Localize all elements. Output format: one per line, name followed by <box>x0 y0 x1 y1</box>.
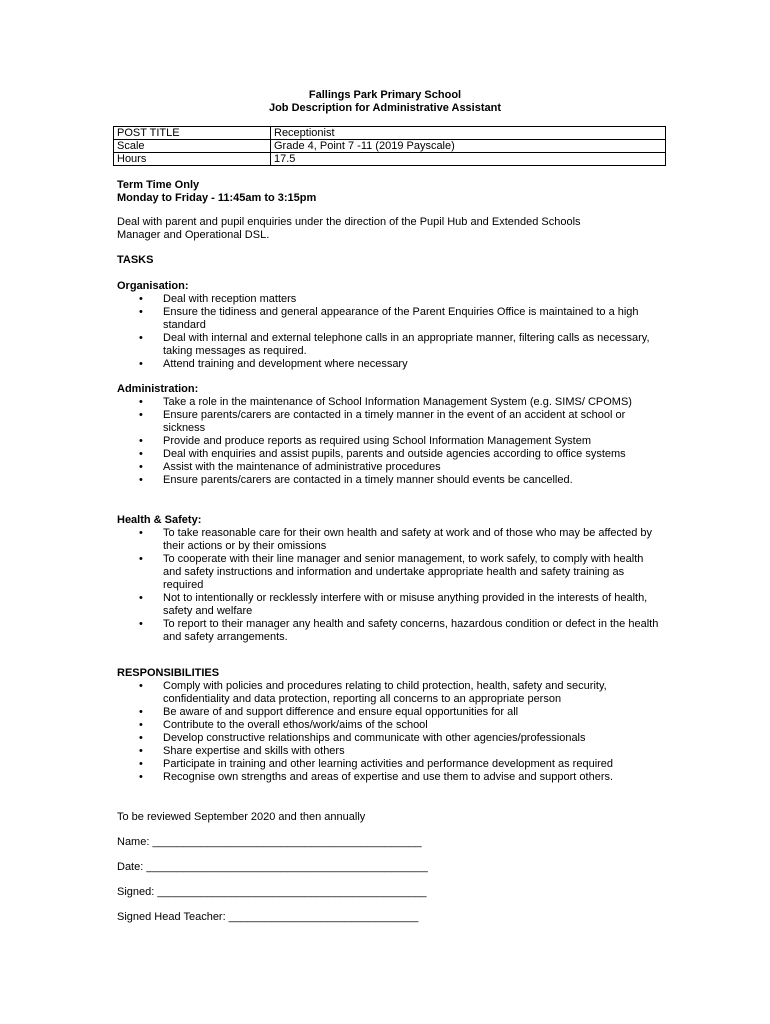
bullet-icon: • <box>139 474 143 486</box>
list-item: • Share expertise and skills with others <box>139 745 345 757</box>
bullet-icon: • <box>139 758 143 770</box>
bullet-icon: • <box>139 332 143 344</box>
document-title: Job Description for Administrative Assistant <box>268 102 502 114</box>
list-item: • Ensure parents/carers are contacted in a timely manner in the event of an accident at school or sickness <box>139 409 626 434</box>
list-item: • Take a role in the maintenance of School Information Management System (e.g. SIMS/ CPOMS) <box>139 396 632 408</box>
table-row <box>114 140 666 153</box>
list-item: • Attend training and development where necessary <box>139 358 408 370</box>
bullet-icon: • <box>139 396 143 408</box>
table-row <box>114 127 666 140</box>
list-item: • To report to their manager any health and safety concerns, hazardous condition or defect in the health and safety arrangements. <box>139 618 659 643</box>
list-item: • Deal with enquiries and assist pupils, parents and outside agencies according to office systems <box>139 448 626 460</box>
bullet-icon: • <box>139 293 143 305</box>
bullet-icon: • <box>139 358 143 370</box>
signed-signature-line: Signed: ____________________________________________ <box>117 886 427 898</box>
bullet-icon: • <box>139 527 143 539</box>
list-item: • Provide and produce reports as required using School Information Management System <box>139 435 592 447</box>
bullet-icon: • <box>139 306 143 318</box>
intro-paragraph: Deal with parent and pupil enquiries under the direction of the Pupil Hub and Extended Schools Manager and Operational DSL. <box>117 216 581 241</box>
list-item: • Assist with the maintenance of administrative procedures <box>139 461 441 473</box>
review-note: To be reviewed September 2020 and then annually <box>117 811 366 823</box>
responsibilities-heading: RESPONSIBILITIES <box>117 667 220 679</box>
health-safety-list <box>117 527 662 644</box>
organisation-section <box>117 280 662 371</box>
health-safety-heading: Health & Safety: <box>117 514 202 526</box>
date-signature-line: Date: ______________________________________________ <box>117 861 428 873</box>
administration-section <box>117 383 662 487</box>
organisation-list <box>117 293 662 371</box>
administration-heading: Administration: <box>117 383 199 395</box>
name-signature-line: Name: ____________________________________________ <box>117 836 422 848</box>
post-title-label: POST TITLE <box>114 127 271 140</box>
responsibilities-section <box>117 667 662 784</box>
bullet-icon: • <box>139 618 143 630</box>
health-safety-section <box>117 514 662 644</box>
scale-label: Scale <box>114 140 271 153</box>
list-item: • Develop constructive relationships and communicate with other agencies/professionals <box>139 732 586 744</box>
list-item: • To cooperate with their line manager and senior management, to work safely, to comply with health and safety instructions and information and undertake appropriate health and safety training as required <box>139 553 644 591</box>
organisation-heading: Organisation: <box>117 280 189 292</box>
responsibilities-list <box>117 680 662 784</box>
hours-value: 17.5 <box>271 153 666 166</box>
list-item: • Comply with policies and procedures relating to child protection, health, safety and security, confidentiality and data protection, reporting all concerns to an appropriate person <box>139 680 607 705</box>
bullet-icon: • <box>139 448 143 460</box>
table-row <box>114 153 666 166</box>
list-item: • Ensure parents/carers are contacted in a timely manner should events be cancelled. <box>139 474 573 486</box>
bullet-icon: • <box>139 435 143 447</box>
bullet-icon: • <box>139 719 143 731</box>
list-item: • Recognise own strengths and areas of expertise and use them to advise and support others. <box>139 771 614 783</box>
bullet-icon: • <box>139 592 143 604</box>
bullet-icon: • <box>139 771 143 783</box>
hours-label: Hours <box>114 153 271 166</box>
list-item: • Deal with reception matters <box>139 293 297 305</box>
head-teacher-signature-line: Signed Head Teacher: _______________________________ <box>117 911 419 923</box>
list-item: • Participate in training and other learning activities and performance development as required <box>139 758 614 770</box>
post-details-table <box>113 126 666 166</box>
bullet-icon: • <box>139 745 143 757</box>
bullet-icon: • <box>139 461 143 473</box>
term-time: Term Time Only <box>117 179 200 191</box>
post-title-value: Receptionist <box>271 127 666 140</box>
bullet-icon: • <box>139 732 143 744</box>
bullet-icon: • <box>139 680 143 692</box>
school-name: Fallings Park Primary School <box>308 89 462 101</box>
bullet-icon: • <box>139 706 143 718</box>
bullet-icon: • <box>139 409 143 421</box>
list-item: • Be aware of and support difference and ensure equal opportunities for all <box>139 706 519 718</box>
tasks-heading: TASKS <box>117 254 154 266</box>
list-item: • Not to intentionally or recklessly interfere with or misuse anything provided in the interests of health, safety and welfare <box>139 592 648 617</box>
list-item: • Contribute to the overall ethos/work/aims of the school <box>139 719 428 731</box>
administration-list <box>117 396 662 487</box>
bullet-icon: • <box>139 553 143 565</box>
scale-value: Grade 4, Point 7 -11 (2019 Payscale) <box>271 140 666 153</box>
working-hours: Monday to Friday - 11:45am to 3:15pm <box>117 192 317 204</box>
list-item: • Deal with internal and external telephone calls in an appropriate manner, filtering calls as necessary, taking messages as required. <box>139 332 650 357</box>
list-item: • To take reasonable care for their own health and safety at work and of those who may be affected by their actions or by their omissions <box>139 527 652 552</box>
list-item: • Ensure the tidiness and general appearance of the Parent Enquiries Office is maintained to a high standard <box>139 306 639 331</box>
